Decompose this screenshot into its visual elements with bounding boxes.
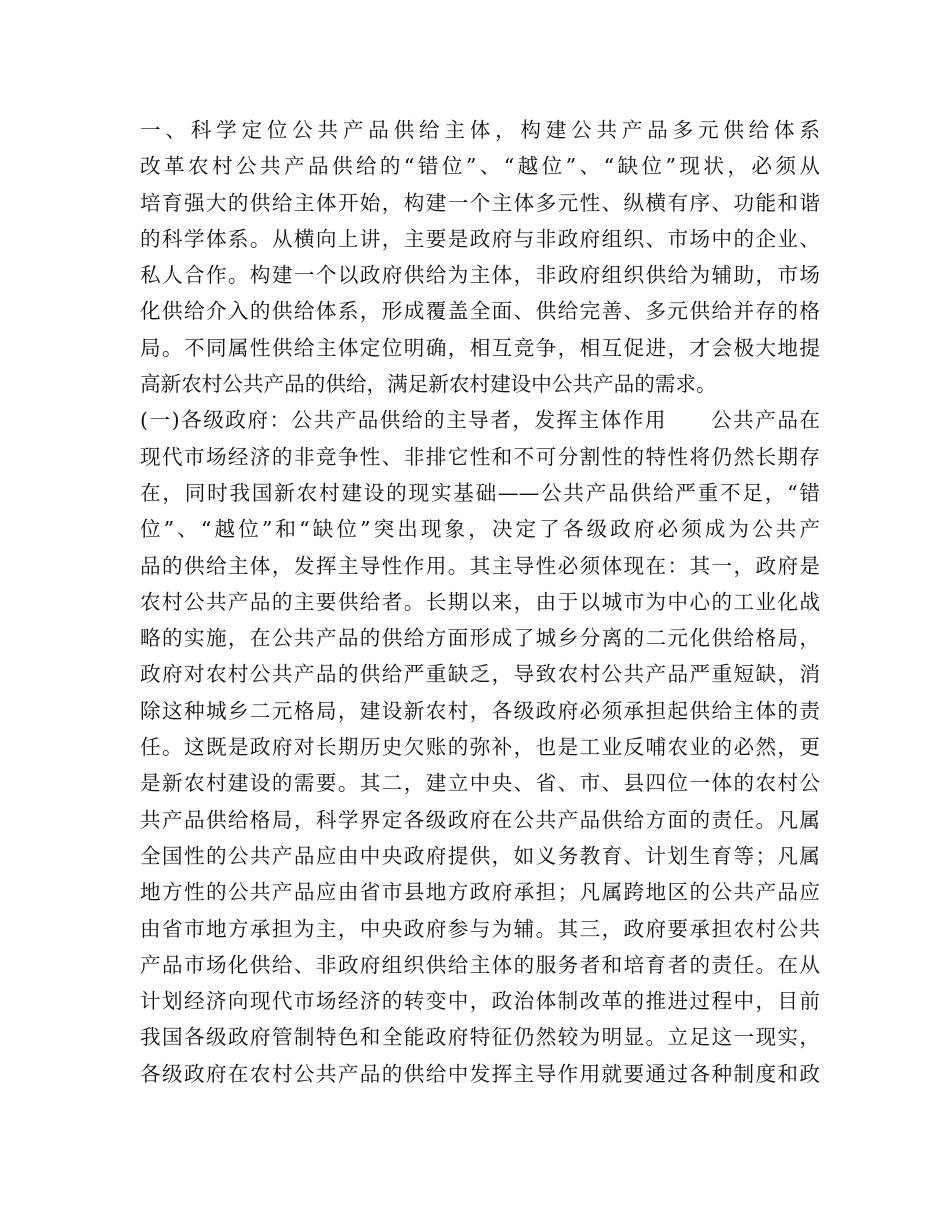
text-line: 化供给介入的供给体系，形成覆盖全面、供给完善、多元供给并存的格 — [140, 299, 820, 324]
text-line: 位”、“越位”和“缺位”突出现象，决定了各级政府必须成为公共产 — [140, 517, 820, 542]
text-line: 改革农村公共产品供给的“错位”、“越位”、“缺位”现状，必须从 — [140, 154, 820, 179]
text-line: 我国各级政府管制特色和全能政府特征仍然较为明显。立足这一现实， — [140, 1025, 820, 1050]
text-line: 培育强大的供给主体开始，构建一个主体多元性、纵横有序、功能和谐 — [140, 190, 820, 215]
text-line: 略的实施，在公共产品的供给方面形成了城乡分离的二元化供给格局， — [140, 626, 820, 651]
text-line: 计划经济向现代市场经济的转变中，政治体制改革的推进过程中，目前 — [140, 989, 820, 1014]
text-line: 的科学体系。从横向上讲，主要是政府与非政府组织、市场中的企业、 — [140, 226, 820, 251]
text-line: 私人合作。构建一个以政府供给为主体，非政府组织供给为辅助，市场 — [140, 263, 820, 288]
text-line: 在，同时我国新农村建设的现实基础——公共产品供给严重不足，“错 — [140, 480, 820, 505]
text-line: 局。不同属性供给主体定位明确，相互竞争，相互促进，才会极大地提 — [140, 335, 820, 360]
text-line: 现代市场经济的非竞争性、非排它性和不可分割性的特性将仍然长期存 — [140, 444, 820, 469]
text-line: (一)各级政府：公共产品供给的主导者，发挥主体作用 公共产品在 — [140, 408, 820, 433]
text-line: 品的供给主体，发挥主导性作用。其主导性必须体现在：其一，政府是 — [140, 553, 820, 578]
text-line: 任。这既是政府对长期历史欠账的弥补，也是工业反哺农业的必然，更 — [140, 735, 820, 760]
text-line: 政府对农村公共产品的供给严重缺乏，导致农村公共产品严重短缺，消 — [140, 662, 820, 687]
text-line: 高新农村公共产品的供给，满足新农村建设中公共产品的需求。 — [140, 372, 717, 397]
text-line: 全国性的公共产品应由中央政府提供，如义务教育、计划生育等；凡属 — [140, 843, 820, 868]
text-line: 地方性的公共产品应由省市县地方政府承担；凡属跨地区的公共产品应 — [140, 880, 820, 905]
text-line: 共产品供给格局，科学界定各级政府在公共产品供给方面的责任。凡属 — [140, 807, 820, 832]
text-line: 由省市地方承担为主，中央政府参与为辅。其三，政府要承担农村公共 — [140, 916, 820, 941]
text-line: 产品市场化供给、非政府组织供给主体的服务者和培育者的责任。在从 — [140, 952, 820, 977]
text-line: 各级政府在农村公共产品的供给中发挥主导作用就要通过各种制度和政 — [140, 1061, 820, 1086]
text-line: 除这种城乡二元格局，建设新农村，各级政府必须承担起供给主体的责 — [140, 698, 820, 723]
text-line: 是新农村建设的需要。其二，建立中央、省、市、县四位一体的农村公 — [140, 771, 820, 796]
body-text — [140, 112, 820, 1092]
text-line: 一、科学定位公共产品供给主体，构建公共产品多元供给体系 — [140, 118, 820, 142]
text-line: 农村公共产品的主要供给者。长期以来，由于以城市为中心的工业化战 — [140, 589, 820, 614]
